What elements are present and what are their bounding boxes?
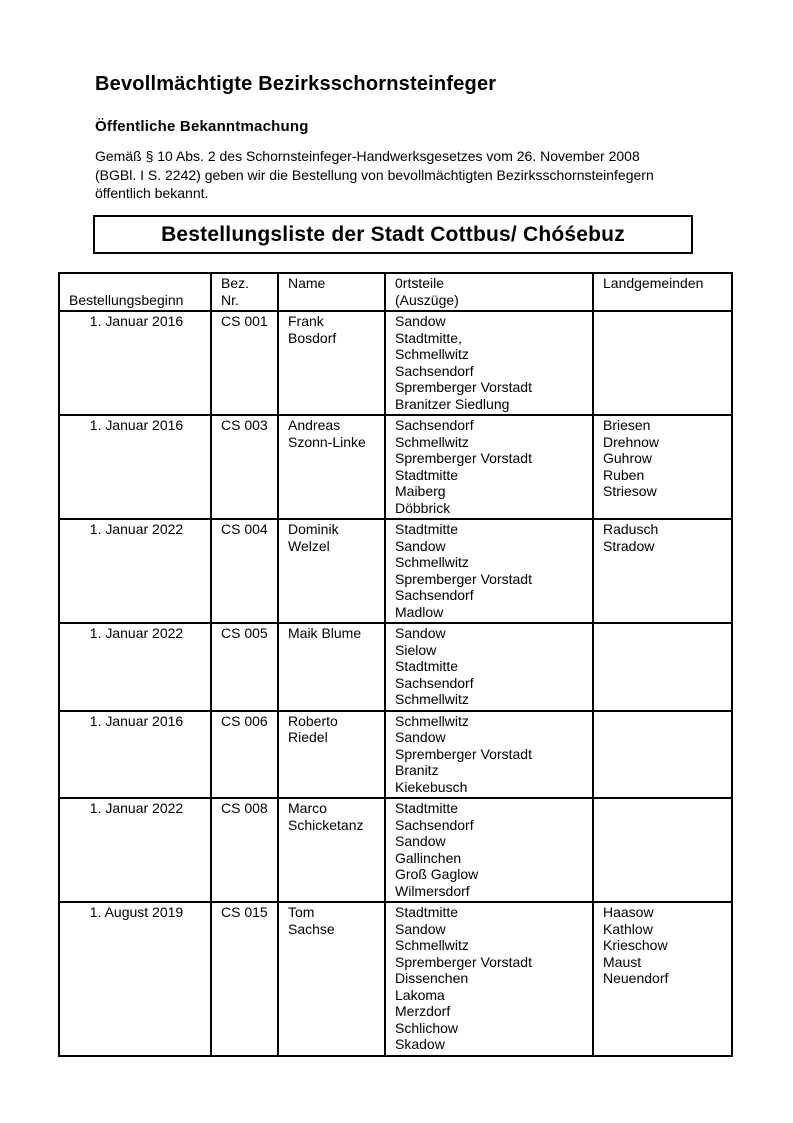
text-line: Dissenchen [395, 970, 469, 986]
text-line: Sandow [395, 729, 446, 745]
text-line: Marco [288, 800, 327, 816]
text-line: Schmellwitz [395, 346, 469, 362]
text-line: Sachsendorf [395, 362, 474, 379]
cell-bez-nr: CS 004 [211, 519, 278, 623]
text-line: Sachsendorf [395, 417, 474, 433]
cell-name [278, 711, 385, 799]
text-line: Schmellwitz [395, 691, 469, 707]
cell-name [278, 623, 385, 711]
text-line: Spremberger Vorstadt [395, 450, 532, 466]
text-line: Stadtmitte, [395, 329, 462, 346]
text-line: Welzel [288, 537, 330, 554]
text-line: Döbbrick [395, 499, 451, 516]
cell-bez-nr: CS 003 [211, 415, 278, 519]
text-line: Stadtmitte [395, 466, 459, 483]
text-line: Spremberger Vorstadt [395, 379, 532, 395]
cell-bestellungsbeginn: 1. Januar 2016 [59, 311, 211, 415]
text-line: Maust [603, 953, 642, 970]
cell-ortsteile [385, 902, 593, 1056]
appointments-table [58, 272, 733, 1057]
table-row [59, 623, 732, 711]
cell-bez-nr: CS 005 [211, 623, 278, 711]
text-line: Merzdorf [395, 1003, 451, 1019]
text-line: Kiekebusch [395, 778, 468, 795]
text-line: Radusch [603, 521, 659, 537]
cell-landgemeinden [593, 902, 732, 1056]
column-header-bestellungsbeginn: Bestellungsbeginn [59, 273, 211, 311]
cell-ortsteile [385, 711, 593, 799]
text-line: Drehnow [603, 433, 660, 450]
text-line: Gemäß § 10 Abs. 2 des Schornsteinfeger-Handwerksgesetzes vom 26. November 2008 [95, 148, 640, 164]
table-header [59, 273, 732, 311]
table-row [59, 798, 732, 902]
text-line: Skadow [395, 1036, 445, 1052]
column-header-name: Name [278, 273, 385, 311]
cell-landgemeinden [593, 311, 732, 415]
cell-ortsteile [385, 623, 593, 711]
text-line: (Auszüge) [395, 291, 459, 308]
table-row [59, 711, 732, 799]
text-line: Sandow [395, 625, 446, 641]
text-line: Dominik [288, 521, 339, 537]
cell-landgemeinden [593, 519, 732, 623]
table-row [59, 902, 732, 1056]
cell-landgemeinden [593, 623, 732, 711]
text-line: Krieschow [603, 937, 668, 953]
text-line: Stadtmitte [395, 800, 459, 816]
table-row [59, 311, 732, 415]
text-line: (BGBl. I S. 2242) geben wir die Bestellung von bevollmächtigten Bezirksschornsteinfegern [95, 166, 654, 183]
cell-ortsteile [385, 415, 593, 519]
cell-name [278, 415, 385, 519]
text-line: Schmellwitz [395, 712, 469, 729]
text-line: Neuendorf [603, 970, 669, 986]
text-line: Sachsendorf [395, 587, 474, 603]
text-line: Schmellwitz [395, 937, 469, 953]
cell-bestellungsbeginn: 1. Januar 2022 [59, 623, 211, 711]
cell-bez-nr: CS 001 [211, 311, 278, 415]
list-title: Bestellungsliste der Stadt Cottbus/ Chóśebuz [161, 222, 625, 246]
text-line: Haasow [603, 904, 654, 920]
cell-name [278, 798, 385, 902]
text-line: Groß Gaglow [395, 866, 479, 882]
announcement-subtitle: Öffentliche Bekanntmachung [95, 118, 309, 135]
text-line: Sielow [395, 641, 437, 658]
text-line: Guhrow [603, 450, 653, 466]
text-line: Schmellwitz [395, 433, 469, 450]
cell-ortsteile [385, 519, 593, 623]
text-line: Sandow [395, 920, 446, 937]
cell-ortsteile [385, 798, 593, 902]
text-line: Sandow [395, 833, 446, 849]
text-line: Stadtmitte [395, 521, 459, 537]
column-header-bez-nr [211, 273, 278, 311]
text-line: Briesen [603, 417, 651, 433]
text-line: Bez. [221, 275, 250, 291]
text-line: Stadtmitte [395, 904, 459, 920]
text-line: Maik Blume [288, 625, 362, 641]
cell-bestellungsbeginn: 1. Januar 2022 [59, 519, 211, 623]
list-title-box [93, 215, 693, 254]
table-row [59, 415, 732, 519]
table-row [59, 519, 732, 623]
cell-bestellungsbeginn: 1. Januar 2016 [59, 415, 211, 519]
cell-bez-nr: CS 008 [211, 798, 278, 902]
text-line: Kathlow [603, 920, 653, 937]
text-line: Maiberg [395, 483, 446, 499]
header-row [59, 273, 732, 311]
text-line: Spremberger Vorstadt [395, 953, 532, 970]
text-line: Lakoma [395, 986, 445, 1003]
text-line: Stradow [603, 537, 655, 554]
cell-name [278, 519, 385, 623]
text-line: Gallinchen [395, 849, 462, 866]
text-line: Frank [288, 313, 324, 329]
cell-name [278, 902, 385, 1056]
cell-bez-nr: CS 006 [211, 711, 278, 799]
text-line: 0rtsteile [395, 275, 445, 291]
text-line: Madlow [395, 603, 444, 620]
text-line: Branitz [395, 762, 439, 778]
cell-landgemeinden [593, 798, 732, 902]
text-line: öffentlich bekannt. [95, 185, 209, 201]
text-line: Spremberger Vorstadt [395, 570, 532, 587]
cell-landgemeinden [593, 711, 732, 799]
text-line: Sachsendorf [395, 674, 474, 691]
column-header-landgemeinden: Landgemeinden [593, 273, 732, 311]
text-line: Stadtmitte [395, 658, 459, 674]
cell-bestellungsbeginn: 1. August 2019 [59, 902, 211, 1056]
text-line: Sandow [395, 537, 446, 554]
text-line: Branitzer Siedlung [395, 395, 510, 412]
column-header-ortsteile [385, 273, 593, 311]
text-line: Roberto [288, 712, 338, 729]
cell-landgemeinden [593, 415, 732, 519]
text-line: Sachsendorf [395, 816, 474, 833]
cell-bestellungsbeginn: 1. Januar 2016 [59, 711, 211, 799]
cell-bestellungsbeginn: 1. Januar 2022 [59, 798, 211, 902]
text-line: Szonn-Linke [288, 433, 366, 450]
text-line: Striesow [603, 483, 657, 499]
cell-name [278, 311, 385, 415]
text-line: Spremberger Vorstadt [395, 745, 532, 762]
page-title: Bevollmächtigte Bezirksschornsteinfeger [95, 73, 497, 95]
text-line: Bosdorf [288, 329, 337, 346]
table-body [59, 311, 732, 1056]
intro-paragraph [95, 147, 654, 203]
text-line: Sandow [395, 313, 446, 329]
text-line: Schicketanz [288, 816, 364, 833]
text-line: Tom [288, 904, 315, 920]
cell-bez-nr: CS 015 [211, 902, 278, 1056]
text-line: Schlichow [395, 1019, 459, 1036]
text-line: Schmellwitz [395, 554, 469, 570]
text-line: Andreas [288, 417, 341, 433]
text-line: Wilmersdorf [395, 882, 470, 899]
text-line: Ruben [603, 466, 645, 483]
text-line: Sachse [288, 920, 335, 937]
cell-ortsteile [385, 311, 593, 415]
text-line: Nr. [221, 291, 239, 308]
text-line: Riedel [288, 729, 328, 745]
